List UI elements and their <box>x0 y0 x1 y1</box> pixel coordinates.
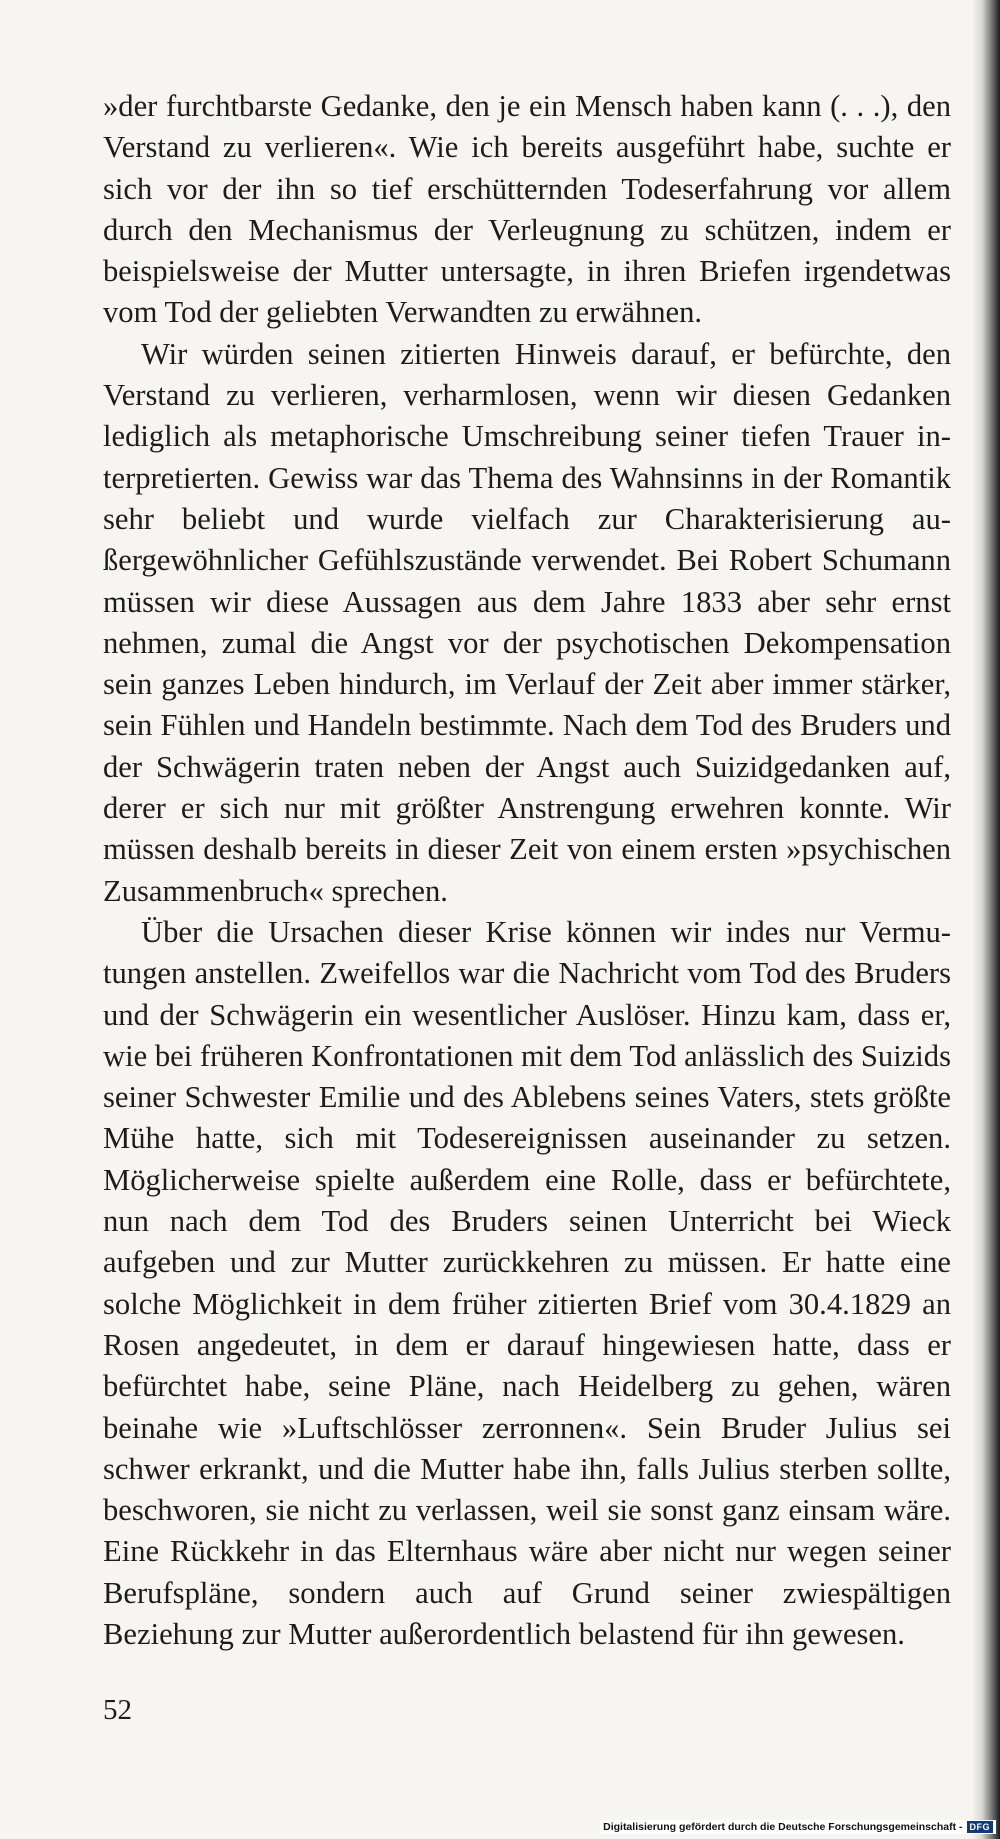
paragraph: »der furchtbarste Gedanke, den je ein Mensch haben kann (. . .), den Verstand zu verlieren«. Wie ich bereits ausgeführt habe, suchte er sich vor der ihn so tief erschütternden Todeserfahrung vor allem durch den Mechanismus der Verleugnung zu schützen, indem er beispielsweise der Mutter untersagte, in ihren Briefen irgendetwas vom Tod der geliebten Verwandten zu erwähnen. <box>103 89 951 330</box>
digitization-credit <box>600 1820 996 1834</box>
paragraph: Über die Ursachen dieser Krise können wir indes nur Vermutungen anstellen. Zweifellos war die Nachricht vom Tod des Bruders und der Schwägerin ein wesentlicher Auslöser. Hinzu kam, dass er, wie bei früheren Konfrontationen mit dem Tod anlässlich des Suizids seiner Schwester Emilie und des Ablebens seines Vaters, stets größte Mühe hatte, sich mit Todesereignissen auseinander zu setzen. Möglicherweise spielte außerdem eine Rolle, dass er befürchtete, nun nach dem Tod des Bruders seinen Unterricht bei Wieck aufgeben und zur Mutter zurückkehren zu müssen. Er hatte eine solche Möglichkeit in dem früher zitierten Brief vom 30.4.1829 an Rosen angedeutet, in dem er darauf hingewiesen hatte, dass er befürchtet habe, seine Pläne, nach Heidelberg zu gehen, wären beinahe wie »Luftschlösser zerronnen«. Sein Bruder Julius sei schwer erkrankt, und die Mutter habe ihn, falls Julius sterben sollte, beschworen, sie nicht zu verlassen, weil sie sonst ganz einsam wäre. Eine Rückkehr in das Elternhaus wäre aber nicht nur wegen seiner Berufspläne, sondern auch auf Grund seiner zwiespältigen Beziehung zur Mutter außerordentlich belastend für ihn gewesen. <box>103 914 951 1651</box>
paragraph: Wir würden seinen zitierten Hinweis darauf, er befürchte, den Verstand zu verlieren, verharmlosen, wenn wir diesen Gedanken lediglich als metaphorische Umschreibung seiner tiefen Trauer interpretierten. Gewiss war das Thema des Wahnsinns in der Romantik sehr beliebt und wurde vielfach zur Charakterisierung außergewöhnlicher Gefühlszustände verwendet. Bei Robert Schumann müssen wir diese Aussagen aus dem Jahre 1833 aber sehr ernst nehmen, zumal die Angst vor der psychotischen Dekompensation sein ganzes Leben hindurch, im Verlauf der Zeit aber immer stärker, sein Fühlen und Handeln bestimmte. Nach dem Tod des Bruders und der Schwägerin traten neben der Angst auch Suizidgedanken auf, derer er sich nur mit größter Anstrengung erwehren konnte. Wir müssen deshalb bereits in dieser Zeit von einem ersten »psychischen Zusammenbruch« sprechen. <box>103 336 951 908</box>
page-gutter-shadow <box>972 0 1000 1839</box>
page-number: 52 <box>103 1694 132 1726</box>
dfg-logo-icon: DFG <box>967 1821 994 1833</box>
credit-text: Digitalisierung gefördert durch die Deutsche Forschungsgemeinschaft - <box>603 1821 963 1833</box>
body-text <box>103 86 951 1655</box>
